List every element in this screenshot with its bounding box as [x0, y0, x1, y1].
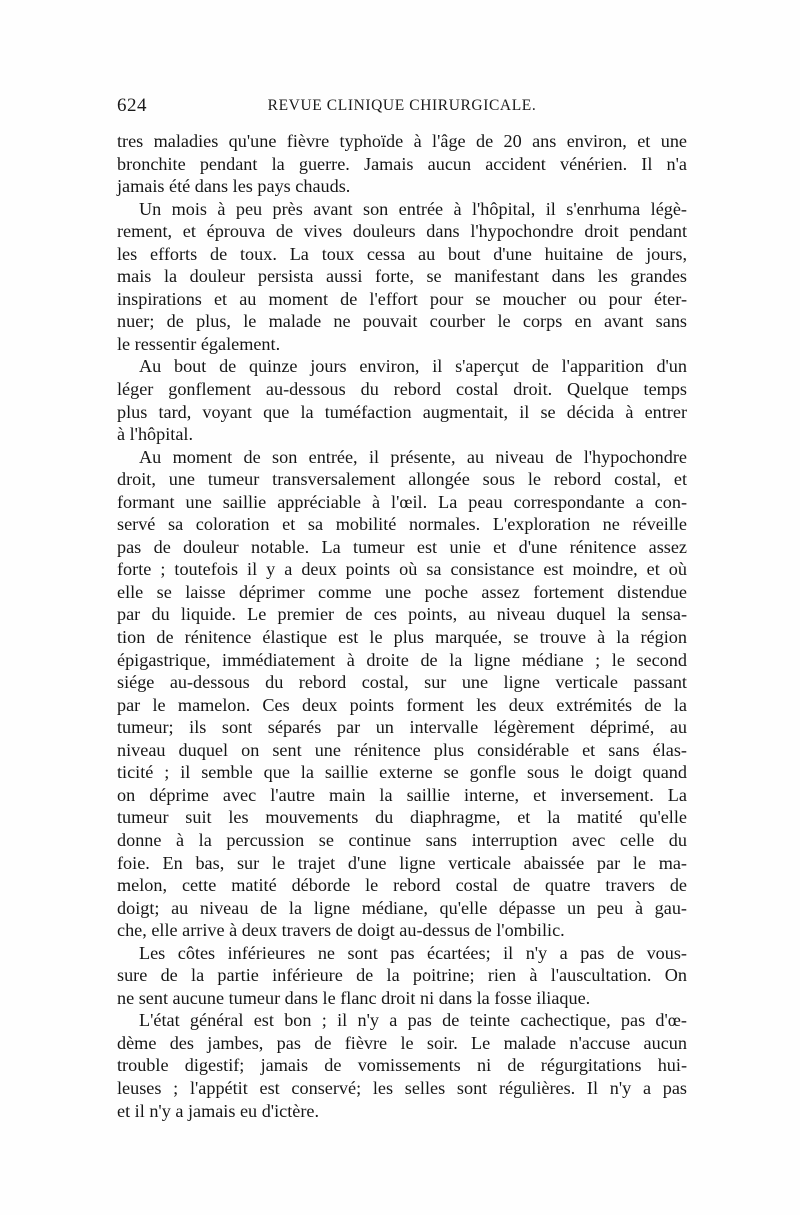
text-line: leuses ; l'appétit est conservé; les selles sont régulières. Il n'y a pas: [117, 1077, 687, 1098]
text-line: jamais été dans les pays chauds.: [117, 176, 351, 197]
text-line: inspirations et au moment de l'effort pour se moucher ou pour éter-: [117, 288, 687, 309]
text-line: Au bout de quinze jours environ, il s'aperçut de l'apparition d'un: [139, 356, 687, 377]
text-line: le ressentir également.: [117, 333, 281, 354]
text-line: dème des jambes, pas de fièvre le soir. Le malade n'accuse aucun: [117, 1032, 687, 1053]
body-text: [117, 130, 687, 1122]
text-line: à l'hôpital.: [117, 424, 194, 445]
text-line: rement, et éprouva de vives douleurs dans l'hypochondre droit pendant: [117, 221, 687, 242]
text-line: tumeur suit les mouvements du diaphragme, et la matité qu'elle: [117, 807, 687, 828]
text-line: sure de la partie inférieure de la poitrine; rien à l'auscultation. On: [117, 965, 687, 986]
paragraph: [117, 1009, 687, 1122]
text-line: ne sent aucune tumeur dans le flanc droit ni dans la fosse iliaque.: [117, 987, 591, 1008]
running-head: REVUE CLINIQUE CHIRURGICALE.: [267, 97, 537, 114]
text-line: épigastrique, immédiatement à droite de la ligne médiane ; le second: [117, 649, 687, 670]
text-line: melon, cette matité déborde le rebord costal de quatre travers de: [117, 875, 687, 896]
text-line: L'état général est bon ; il n'y a pas de teinte cachectique, pas d'œ-: [139, 1010, 687, 1031]
paragraph: [117, 355, 687, 445]
text-line: plus tard, voyant que la tuméfaction augmentait, il se décida à entrer: [117, 401, 687, 422]
text-line: pas de douleur notable. La tumeur est unie et d'une rénitence assez: [117, 536, 687, 557]
text-line: donne à la percussion se continue sans interruption avec celle du: [117, 829, 687, 850]
text-line: par le mamelon. Ces deux points forment les deux extrémités de la: [117, 694, 687, 715]
text-line: elle se laisse déprimer comme une poche assez fortement distendue: [117, 581, 687, 602]
text-line: Un mois à peu près avant son entrée à l'hôpital, il s'enrhuma légè-: [139, 198, 687, 219]
text-line: Les côtes inférieures ne sont pas écartées; il n'y a pas de vous-: [139, 942, 687, 963]
text-line: bronchite pendant la guerre. Jamais aucun accident vénérien. Il n'a: [117, 153, 687, 174]
text-line: nuer; de plus, le malade ne pouvait courber le corps en avant sans: [117, 311, 687, 332]
text-line: et il n'y a jamais eu d'ictère.: [117, 1100, 319, 1121]
text-line: on déprime avec l'autre main la saillie interne, et inversement. La: [117, 784, 687, 805]
text-line: foie. En bas, sur le trajet d'une ligne verticale abaissée par le ma-: [117, 852, 687, 873]
text-line: Au moment de son entrée, il présente, au niveau de l'hypochondre: [139, 446, 687, 467]
text-line: che, elle arrive à deux travers de doigt au-dessus de l'ombilic.: [117, 920, 565, 941]
text-line: servé sa coloration et sa mobilité normales. L'exploration ne réveille: [117, 514, 687, 535]
text-line: tion de rénitence élastique est le plus marquée, se trouve à la région: [117, 627, 687, 648]
text-line: formant une saillie appréciable à l'œil. La peau correspondante a con-: [117, 491, 687, 512]
text-line: léger gonflement au-dessous du rebord costal droit. Quelque temps: [117, 379, 687, 400]
text-line: mais la douleur persista aussi forte, se manifestant dans les grandes: [117, 266, 687, 287]
page-number: 624: [117, 95, 147, 116]
text-line: trouble digestif; jamais de vomissements ni de régurgitations hui-: [117, 1055, 687, 1076]
paragraph: [117, 942, 687, 1010]
text-line: droit, une tumeur transversalement allongée sous le rebord costal, et: [117, 469, 687, 490]
text-line: par du liquide. Le premier de ces points, au niveau duquel la sensa-: [117, 604, 687, 625]
text-line: forte ; toutefois il y a deux points où sa consistance est moindre, et où: [117, 559, 687, 580]
paragraph: [117, 130, 687, 198]
text-line: tres maladies qu'une fièvre typhoïde à l'âge de 20 ans environ, et une: [117, 131, 687, 151]
text-line: siége au-dessous du rebord costal, sur une ligne verticale passant: [117, 672, 687, 693]
text-line: les efforts de toux. La toux cessa au bout d'une huitaine de jours,: [117, 243, 687, 264]
paragraph: [117, 198, 687, 356]
text-line: doigt; au niveau de la ligne médiane, qu'elle dépasse un peu à gau-: [117, 897, 687, 918]
paragraph: [117, 446, 687, 942]
text-line: tumeur; ils sont séparés par un intervalle légèrement déprimé, au: [117, 717, 687, 738]
text-line: niveau duquel on sent une rénitence plus considérable et sans élas-: [117, 739, 687, 760]
page-header: [117, 95, 687, 123]
text-line: ticité ; il semble que la saillie externe se gonfle sous le doigt quand: [117, 762, 687, 783]
